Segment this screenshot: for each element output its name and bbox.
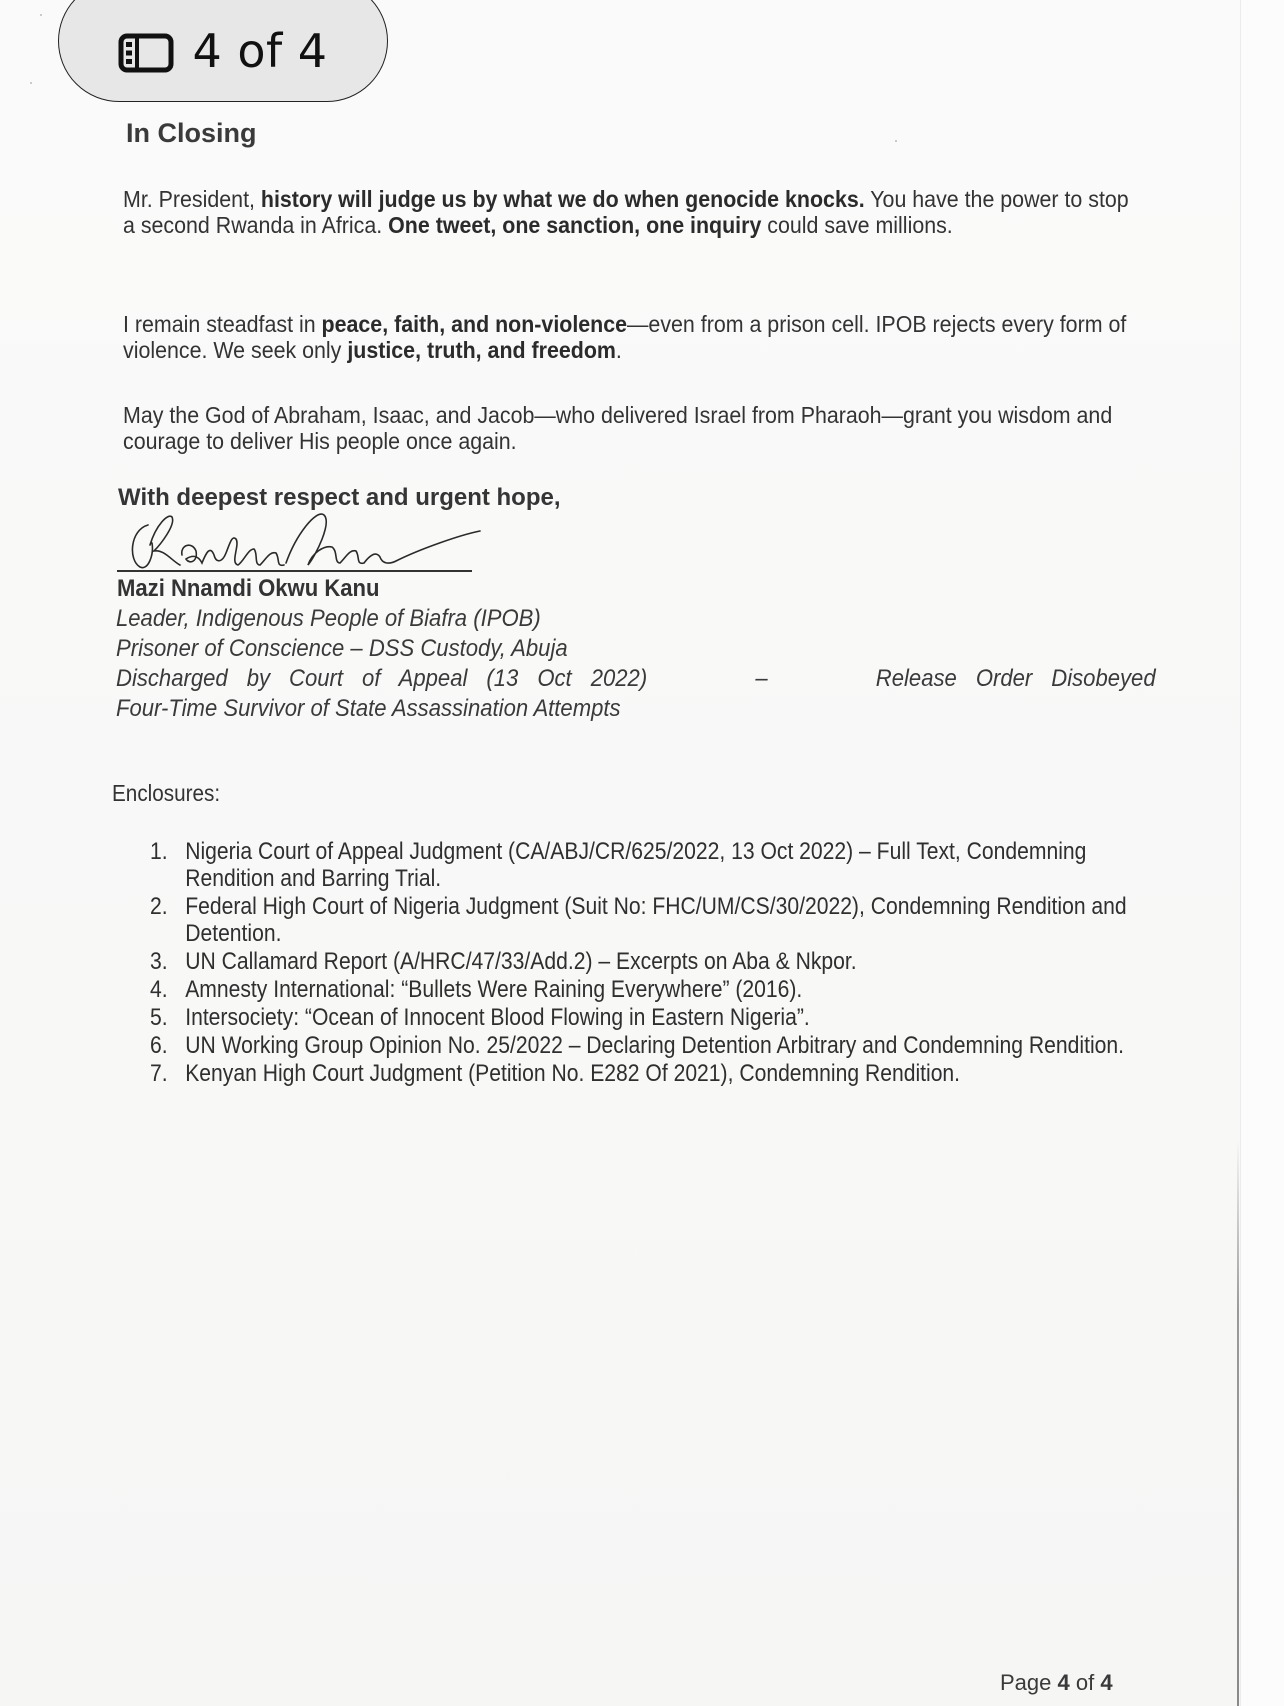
text-run: May the God of Abraham, Isaac, and Jacob—who delivered Israel from Pharaoh—grant you wisdom and courage to deliver His people once again. — [123, 402, 1113, 454]
page-indicator-button[interactable] — [58, 0, 388, 102]
enclosure-item — [150, 976, 1144, 1003]
handwritten-signature — [120, 505, 540, 575]
enclosure-text: Amnesty International: “Bullets Were Raining Everywhere” (2016). — [185, 976, 803, 1003]
enclosure-number: 3. — [150, 948, 168, 975]
enclosures-list — [150, 838, 1150, 1088]
scan-speck — [30, 82, 32, 84]
enclosure-number: 7. — [150, 1060, 168, 1087]
text-run: . — [615, 337, 622, 363]
enclosure-item — [150, 893, 1144, 947]
signer-title: Leader, Indigenous People of Biafra (IPOB) — [116, 605, 541, 632]
footer-current-page: 4 — [1057, 1670, 1070, 1695]
page-edge-strip — [1240, 0, 1284, 1706]
text-run: You have the power to stop a second Rwanda in Africa. — [123, 186, 1129, 238]
enclosures-label: Enclosures: — [112, 780, 221, 806]
sidebar-thumbnails-icon — [118, 33, 174, 73]
bold-text-run: peace, faith, and non-violence — [321, 311, 628, 337]
signer-title-part: Release Order Disobeyed — [875, 665, 1156, 692]
footer-total-pages: 4 — [1100, 1670, 1113, 1695]
enclosure-text: UN Working Group Opinion No. 25/2022 – Declaring Detention Arbitrary and Condemning Rendition. — [185, 1032, 1125, 1059]
signer-title: Four-Time Survivor of State Assassination Attempts — [116, 695, 621, 722]
scan-speck — [40, 14, 42, 16]
section-heading: In Closing — [126, 118, 257, 148]
text-run: —even from a prison cell. IPOB rejects every form of violence. We seek only — [123, 311, 1127, 363]
scan-speck — [895, 140, 897, 142]
signer-name: Mazi Nnamdi Okwu Kanu — [117, 575, 380, 602]
enclosure-item — [150, 1060, 1144, 1087]
text-run: Mr. President, — [123, 186, 261, 212]
enclosure-text: Nigeria Court of Appeal Judgment (CA/ABJ/CR/625/2022, 13 Oct 2022) – Full Text, Condemning Rendition and Barring Trial. — [185, 838, 1087, 892]
closing-salutation: With deepest respect and urgent hope, — [118, 484, 561, 511]
text-run: I remain steadfast in — [123, 311, 322, 337]
signer-title-dash: – — [755, 665, 768, 692]
enclosure-text: UN Callamard Report (A/HRC/47/33/Add.2) – Excerpts on Aba & Nkpor. — [185, 948, 857, 975]
enclosure-number: 2. — [150, 893, 168, 920]
enclosure-text: Kenyan High Court Judgment (Petition No. E282 Of 2021), Condemning Rendition. — [185, 1060, 961, 1087]
bold-text-run: justice, truth, and freedom — [347, 337, 616, 363]
signer-title: Prisoner of Conscience – DSS Custody, Abuja — [116, 635, 568, 662]
paragraph — [123, 311, 1141, 363]
signature-line — [117, 570, 472, 572]
page-indicator-label: 4 of 4 — [192, 24, 328, 78]
enclosure-text: Intersociety: “Ocean of Innocent Blood Flowing in Eastern Nigeria”. — [185, 1004, 810, 1031]
enclosure-number: 5. — [150, 1004, 168, 1031]
footer-text: of — [1069, 1670, 1101, 1695]
enclosure-item — [150, 1032, 1144, 1059]
footer-text: Page — [1000, 1670, 1058, 1695]
page-footer — [1000, 1670, 1113, 1696]
paper-edge-line — [1237, 1140, 1239, 1706]
bold-text-run: history will judge us by what we do when genocide knocks. — [260, 186, 865, 212]
enclosure-item — [150, 1004, 1144, 1031]
bold-text-run: One tweet, one sanction, one inquiry — [388, 212, 762, 238]
text-run: could save millions. — [761, 212, 953, 238]
enclosure-number: 4. — [150, 976, 168, 1003]
paragraph — [123, 402, 1141, 454]
enclosure-item — [150, 948, 1144, 975]
enclosure-number: 1. — [150, 838, 168, 865]
paragraph — [123, 186, 1141, 238]
signer-title-part: Discharged by Court of Appeal (13 Oct 2022) — [116, 665, 648, 692]
enclosure-text: Federal High Court of Nigeria Judgment (Suit No: FHC/UM/CS/30/2022), Condemning Rendition and Detention. — [185, 893, 1127, 947]
signer-title — [116, 665, 1156, 693]
enclosure-item — [150, 838, 1144, 892]
enclosure-number: 6. — [150, 1032, 168, 1059]
